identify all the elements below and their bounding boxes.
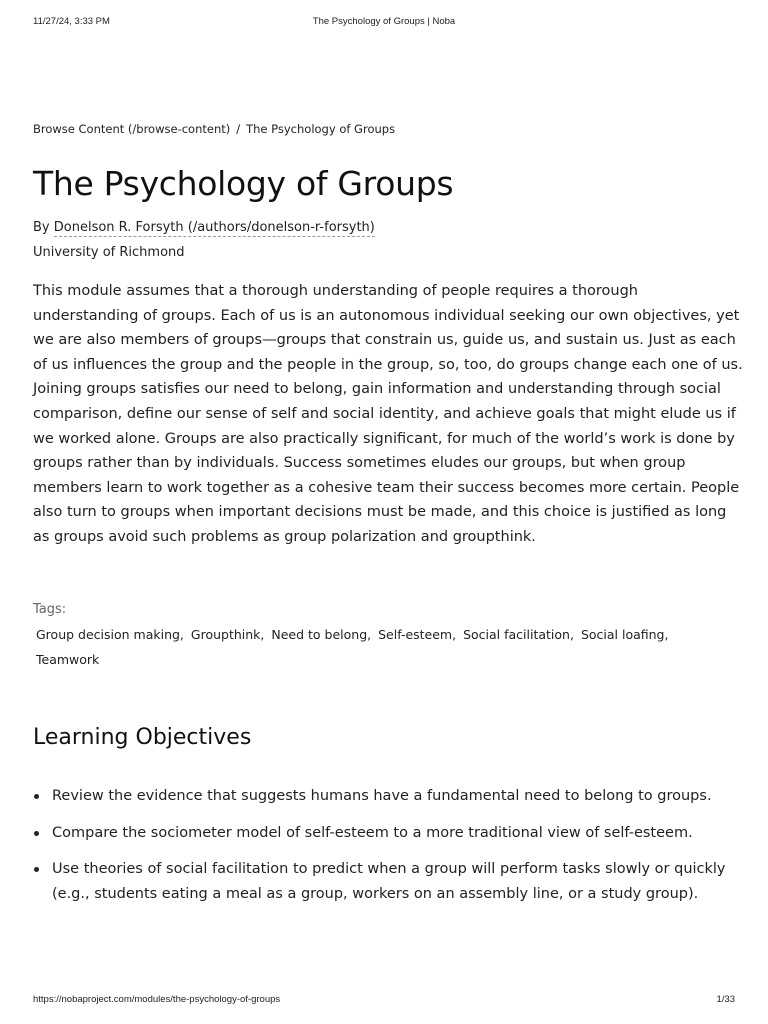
bullet-icon xyxy=(34,867,39,872)
learning-objectives-heading: Learning Objectives xyxy=(33,725,252,750)
abstract-line: understanding of groups. Each of us is an autonomous individual seeking our own objectives, yet xyxy=(33,307,740,324)
tag-group-decision-making[interactable]: Group decision making, xyxy=(36,627,184,642)
author-affiliation: University of Richmond xyxy=(33,245,185,260)
print-url: https://nobaproject.com/modules/the-psychology-of-groups xyxy=(33,994,281,1005)
breadcrumb-link-browse-content[interactable]: Browse Content (/browse-content) xyxy=(33,122,231,136)
objective-item xyxy=(33,821,741,846)
tags-label: Tags: xyxy=(33,602,67,617)
tag-list xyxy=(33,627,741,677)
tag-social-facilitation[interactable]: Social facilitation, xyxy=(463,627,574,642)
print-page-title: The Psychology of Groups | Noba xyxy=(312,16,456,27)
learning-objectives-list xyxy=(33,784,741,906)
tag-row xyxy=(33,652,741,677)
abstract-line: members learn to work together as a cohesive team their success becomes more certain. People xyxy=(33,479,740,496)
objective-item xyxy=(33,857,741,906)
objective-text: Use theories of social facilitation to predict when a group will perform tasks slowly or quickly xyxy=(52,861,726,878)
tag-groupthink[interactable]: Groupthink, xyxy=(190,627,265,642)
abstract-paragraph xyxy=(33,279,741,550)
abstract-line: Joining groups satisfies our need to belong, gain information and understanding through social xyxy=(33,381,721,398)
objective-item xyxy=(33,784,741,809)
abstract-line: This module assumes that a thorough understanding of people requires a thorough xyxy=(33,283,638,299)
print-page-number: 1/33 xyxy=(716,994,735,1005)
abstract-line: groups rather than by individuals. Success sometimes eludes our groups, but when group xyxy=(33,455,686,472)
breadcrumb xyxy=(33,122,395,136)
breadcrumb-current: The Psychology of Groups xyxy=(246,122,396,136)
byline xyxy=(33,220,375,235)
tag-self-esteem[interactable]: Self-esteem, xyxy=(378,627,457,642)
print-header xyxy=(33,16,735,30)
objective-text: Review the evidence that suggests humans have a fundamental need to belong to groups. xyxy=(52,788,712,804)
abstract-line: as groups avoid such problems as group polarization and groupthink. xyxy=(33,528,536,545)
abstract-line: of us influences the group and the people in the group, so, too, do groups change each one of us. xyxy=(33,356,743,373)
objective-text: Compare the sociometer model of self-esteem to a more traditional view of self-esteem. xyxy=(52,824,693,841)
breadcrumb-separator: / xyxy=(236,122,241,136)
tag-row xyxy=(33,627,741,652)
tag-need-to-belong[interactable]: Need to belong, xyxy=(271,627,372,642)
objective-text: (e.g., students eating a meal as a group, workers on an assembly line, or a study group). xyxy=(52,885,699,902)
bullet-icon xyxy=(34,794,39,799)
tag-social-loafing[interactable]: Social loafing, xyxy=(580,627,669,642)
tag-teamwork[interactable]: Teamwork xyxy=(36,652,100,667)
print-footer xyxy=(33,994,735,1008)
abstract-line: also turn to groups when important decisions must be made, and this choice is justified as long xyxy=(33,504,727,521)
abstract-line: comparison, define our sense of self and social identity, and achieve goals that might elude us if xyxy=(33,405,736,422)
author-link[interactable]: Donelson R. Forsyth (/authors/donelson-r-forsyth) xyxy=(53,220,375,235)
bullet-icon xyxy=(34,831,39,836)
abstract-line: we are also members of groups—groups that constrain us, guide us, and sustain us. Just as each xyxy=(33,332,736,349)
page-title: The Psychology of Groups xyxy=(33,164,454,203)
print-datetime: 11/27/24, 3:33 PM xyxy=(33,16,110,27)
abstract-line: we worked alone. Groups are also practically significant, for much of the world’s work is done by xyxy=(33,430,735,447)
by-label: By xyxy=(33,220,50,235)
